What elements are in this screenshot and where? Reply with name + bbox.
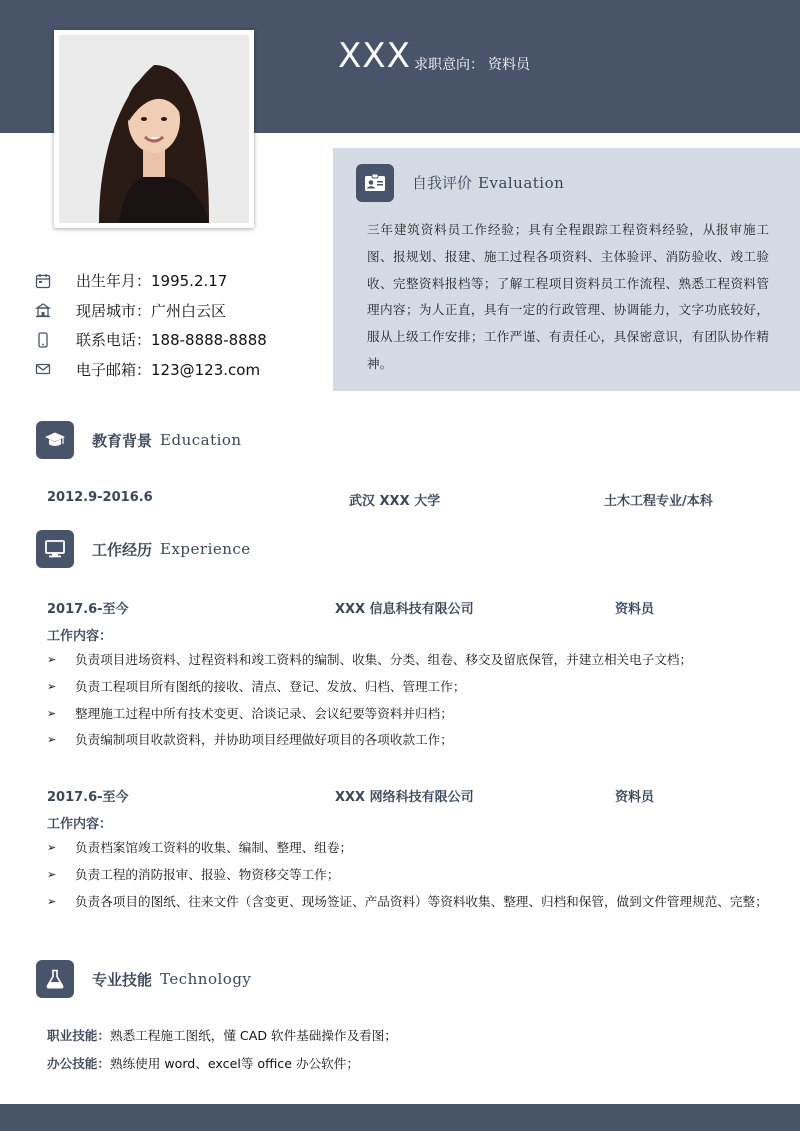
info-city <box>34 296 267 326</box>
arrow-bullet-icon: ➢ <box>47 841 57 854</box>
building-icon <box>34 301 52 319</box>
footer-band <box>0 1104 800 1131</box>
evaluation-title-cn: 自我评价 <box>412 174 473 192</box>
job-1-company: XXX 信息科技有限公司 <box>335 602 474 617</box>
info-email <box>34 355 267 385</box>
job-intent-value: 资料员 <box>488 57 530 73</box>
job-2-items <box>47 835 772 915</box>
education-period: 2012.9-2016.6 <box>47 490 153 505</box>
skills-title: 专业技能 <box>92 970 153 989</box>
job-2-company: XXX 网络科技有限公司 <box>335 790 474 805</box>
job-intent <box>414 54 530 74</box>
info-birth-text: 出生年月：1995.2.17 <box>76 272 228 291</box>
job-1-role: 资料员 <box>615 602 655 617</box>
arrow-bullet-icon: ➢ <box>47 867 57 881</box>
list-item: ➢ 负责各项目的图纸、往来文件（含变更、现场签证、产品资料）等资料收集、整理、归档和保管，做到文件管理规范、完整； <box>47 889 772 916</box>
job-2-content-label: 工作内容： <box>47 817 113 832</box>
evaluation-title-en: Evaluation <box>478 174 565 192</box>
list-item: ➢ 负责工程项目所有图纸的接收、清点、登记、发放、归档、管理工作； <box>47 674 772 701</box>
arrow-bullet-icon: ➢ <box>47 706 57 720</box>
candidate-name: XXX <box>338 36 411 76</box>
arrow-bullet-icon: ➢ <box>47 733 57 747</box>
skill-label: 办公技能： <box>47 1056 110 1071</box>
skill-text: 熟悉工程施工图纸，懂 CAD 软件基础操作及看图； <box>109 1028 397 1043</box>
info-birth <box>34 266 267 296</box>
experience-title: 工作经历 <box>92 540 153 559</box>
personal-info <box>34 266 267 384</box>
monitor-icon <box>36 530 74 568</box>
list-item: ➢ 负责档案馆竣工资料的收集、编制、整理、组卷； <box>47 835 772 862</box>
education-school: 武汉 XXX 大学 <box>349 494 441 509</box>
education-major: 土木工程专业/本科 <box>604 494 713 509</box>
arrow-bullet-icon: ➢ <box>47 894 57 908</box>
skill-label: 职业技能： <box>47 1028 110 1043</box>
info-city-text: 现居城市：广州白云区 <box>76 301 227 320</box>
info-email-text: 电子邮箱：123@123.com <box>76 360 261 379</box>
job-2-period: 2017.6-至今 <box>47 790 129 805</box>
evaluation-text: 三年建筑资料员工作经验；具有全程跟踪工程资料经验，从报审施工图、报规划、报建、施工过程各项资料、主体验评、消防验收、竣工验收、完整资料报档等；了解工程项目资料员工作流程、熟悉工程资料管理内容；为人正直，具有一定的行政管理、协调能力，文字功底较好，服从上级工作安排；工作严谨、有责任心，具保密意识，有团队协作精神。 <box>367 222 769 371</box>
job-1-content-label: 工作内容： <box>47 629 113 644</box>
evaluation-section <box>333 148 800 391</box>
info-phone <box>34 325 267 355</box>
experience-title-en: Experience <box>160 540 251 558</box>
list-item: ➢ 负责工程的消防报审、报验、物资移交等工作； <box>47 862 772 889</box>
skills-title-en: Technology <box>160 970 252 988</box>
job-1-items <box>47 647 772 754</box>
education-heading <box>36 421 242 459</box>
id-card-icon <box>356 164 394 202</box>
arrow-bullet-icon: ➢ <box>47 679 57 693</box>
skill-text: 熟练使用 word、excel等 office 办公软件； <box>109 1056 359 1071</box>
graduation-cap-icon <box>36 421 74 459</box>
education-title: 教育背景 <box>92 431 153 450</box>
list-item: ➢ 负责项目进场资料、过程资料和竣工资料的编制、收集、分类、组卷、移交及留底保管，并建立相关电子文档； <box>47 647 772 674</box>
list-item: ➢ 整理施工过程中所有技术变更、洽谈记录、会议纪要等资料并归档； <box>47 701 772 728</box>
job-2-role: 资料员 <box>615 790 655 805</box>
skills-list <box>47 1022 767 1078</box>
education-title-en: Education <box>160 431 242 449</box>
profile-photo <box>59 35 249 223</box>
skill-row-professional <box>47 1022 767 1050</box>
profile-photo-frame <box>54 30 254 228</box>
info-phone-text: 联系电话：188-8888-8888 <box>76 331 267 350</box>
mail-icon <box>34 360 52 378</box>
job-1-period: 2017.6-至今 <box>47 602 129 617</box>
job-intent-label: 求职意向： <box>414 57 484 73</box>
list-item: ➢ 负责编制项目收款资料，并协助项目经理做好项目的各项收款工作； <box>47 727 772 754</box>
evaluation-title <box>412 172 564 193</box>
arrow-bullet-icon: ➢ <box>47 653 57 666</box>
flask-icon <box>36 960 74 998</box>
experience-heading <box>36 530 251 568</box>
skills-heading <box>36 960 251 998</box>
skill-row-office <box>47 1050 767 1078</box>
calendar-icon <box>34 272 52 290</box>
phone-icon <box>34 331 52 349</box>
